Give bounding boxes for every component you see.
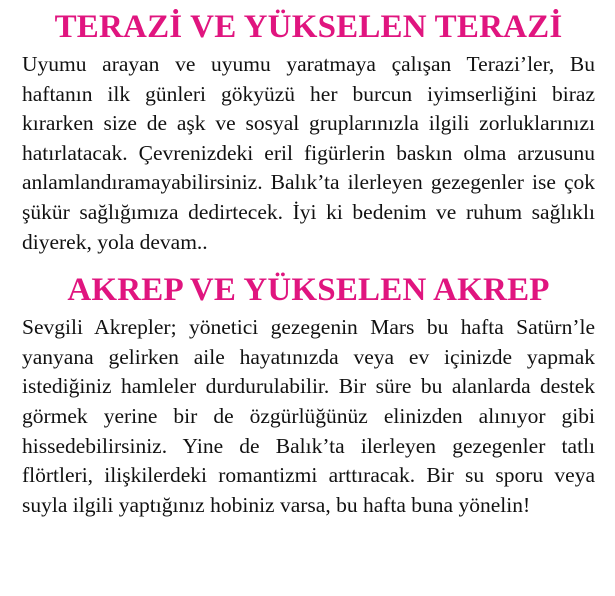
libra-heading: TERAZİ VE YÜKSELEN TERAZİ bbox=[54, 9, 563, 45]
libra-section bbox=[22, 8, 595, 257]
scorpio-section bbox=[22, 271, 595, 520]
libra-text: Uyumu arayan ve uyumu yaratmaya çalışan Terazi’ler, Bu haftanın ilk günleri gökyüzü her burcun iyimserliğini biraz kırarken size de aşk ve sosyal gruplarınızla ilgili zorluklarınızı hatırlatacak. Çevrenizdeki eril figürlerin baskın olma arzusunu anlamlandıramayabilirsiniz. Balık’ta ilerleyen gezegenler ise çok şükür sağlığımıza dedirtecek. İyi ki bedenim ve ruhum sağlıklı diyerek, yola devam.. bbox=[22, 52, 595, 254]
scorpio-heading: AKREP VE YÜKSELEN AKREP bbox=[67, 272, 550, 309]
scorpio-text: Sevgili Akrepler; yönetici gezegenin Mars bu hafta Satürn’le yanyana gelirken aile hayatınızda veya ev içinizde yapmak istediğiniz hamleler durdurulabilir. Bir süre bu alanlarda destek görmek yerine bir de özgürlüğünüz elinizden alınıyor gibi hissedebilirsiniz. Yine de Balık’ta ilerleyen gezegenler tatlı flörtleri, ilişkilerdeki romantizmi arttıracak. Bir su sporu veya suyla ilgili yaptığınız hobiniz varsa, bu hafta buna yönelin! bbox=[22, 315, 595, 517]
